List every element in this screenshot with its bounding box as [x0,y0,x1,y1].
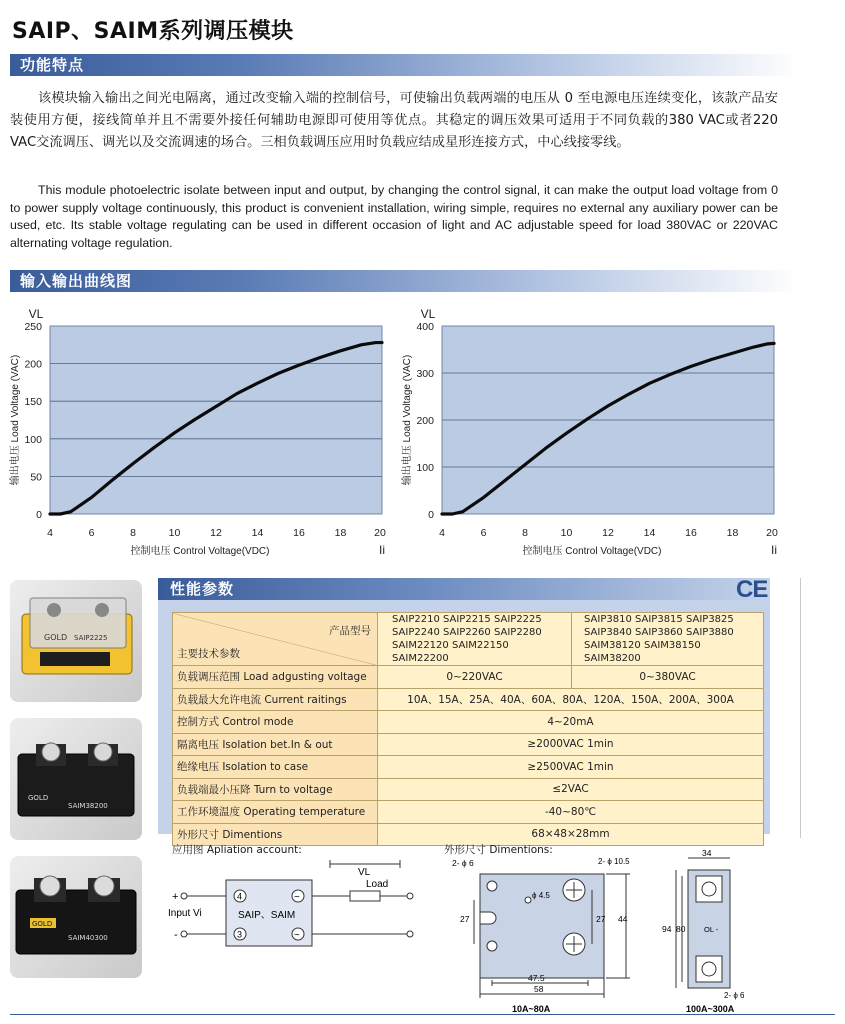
spec-label: 工作环境温度 Operating temperature [173,801,378,824]
spec-table [172,612,764,846]
x-tick-label: 12 [602,527,614,539]
x-tick-label: 12 [210,527,222,539]
dim-94: 94 [662,924,672,934]
x-tick-label: 4 [439,527,445,539]
dim-caption-1: 10A~80A [512,1004,551,1014]
y-tick-label: 0 [428,509,434,521]
x-tick-label: 8 [130,527,136,539]
y-tick-label: 50 [30,471,42,484]
dim-hole1: 2- ϕ 6 [452,858,474,868]
product-photo-3 [10,856,142,978]
y-tick-label: 100 [24,433,42,446]
spec-value: ≤2VAC [378,778,764,801]
spec-model-220-line2: SAIP2240 SAIP2260 SAIP2280 [392,627,542,638]
spec-label: 负载端最小压降 Turn to voltage [173,778,378,801]
x-tick-label: 4 [47,527,53,539]
dimensions-title: 外形尺寸 Dimentions: [444,844,553,856]
spec-model-220-line3: SAIM22120 SAIM22150 SAIM22200 [392,640,509,664]
spec-row-control-mode [173,711,764,734]
y-axis-top-label: VL [420,307,436,321]
dimension-svg [440,840,800,1020]
spec-model-380-line1: SAIP3810 SAIP3815 SAIP3825 [584,614,734,625]
dim-hole2: 2- ϕ 10.5 [598,857,630,866]
photo2-brand: GOLD [28,794,49,802]
spec-row-temperature [173,801,764,824]
vl-label: VL [358,867,371,878]
relay-image-1 [10,580,142,702]
x-tick-label: 16 [685,527,697,539]
y-tick-label: 300 [416,368,434,380]
spec-value-380: 0~380VAC [572,666,764,689]
footer-line [10,1014,835,1015]
x-tick-label: 14 [643,527,656,539]
divider [800,578,801,838]
spec-value: ≥2000VAC 1min [378,733,764,756]
module-label: SAIP、SAIM [238,910,296,921]
photo1-model: SAIP2225 [74,634,108,642]
y-axis-label: 输出电压 Load Voltage (VAC) [402,354,413,486]
spec-row-load-voltage [173,666,764,689]
dim-ol: OL - [704,925,719,934]
photo2-model: SAIM38200 [68,802,108,810]
x-tick-label: 6 [480,527,487,539]
y-tick-label: 400 [416,321,434,333]
y-axis-top-label: VL [28,307,44,321]
section-title-performance: 性能参数 [170,580,235,598]
x-tick-label: 6 [88,527,95,539]
dimension-drawings [440,840,800,1020]
spec-value: ≥2500VAC 1min [378,756,764,779]
pin-ac-1: ~ [294,892,300,903]
chart-220v-svg [0,298,400,560]
spec-value: 10A、15A、25A、40A、60A、80A、120A、150A、200A、300A [378,688,764,711]
input-label: Input Vi [168,908,202,919]
spec-label: 控制方式 Control mode [173,711,378,734]
section-title-features: 功能特点 [20,56,85,74]
spec-models-220 [378,613,572,666]
y-tick-label: 250 [24,321,42,333]
application-title: 应用图 Apliation account: [172,844,302,856]
input-minus: - [174,929,178,941]
features-text-cn: 该模块输入输出之间光电隔离，通过改变输入端的控制信号，可使输出负载两端的电压从 0 至电源电压连续变化，该款产品安装使用方便，接线简单并且不需要外接任何辅助电源即可使用等优点。其稳定的调压效果可适用于不同负载的380 VAC或者220 VAC交流调压、调光以及交流调速的场合。三相负载调压应用时负载应结成星形连接方式，中心线接零线。 [10,91,778,150]
x-tick-label: 16 [293,527,305,539]
spec-value: 4~20mA [378,711,764,734]
dim-34: 34 [702,848,712,858]
spec-value: 68×48×28mm [378,823,764,846]
dim-caption-2: 100A~300A [686,1004,735,1014]
spec-header-row [173,613,764,666]
x-axis-label: 控制电压 Control Voltage(VDC) [522,546,662,557]
application-diagram [160,840,440,960]
dim-27a: 27 [460,914,470,924]
section-title-curves: 输入输出曲线图 [20,272,133,290]
spec-model-380-line3: SAIM38120 SAIM38150 SAIM38200 [584,640,701,664]
section-bar-curves [10,270,800,292]
y-tick-label: 150 [24,396,42,409]
photo1-brand: GOLD [44,633,68,642]
dim-hole4: 2- ϕ 6 [724,991,745,1000]
y-tick-label: 200 [416,415,434,427]
spec-models-380 [572,613,764,666]
dim-58: 58 [534,984,544,994]
product-photo-1 [10,580,142,702]
spec-corner-bottom: 主要技术参数 [177,648,240,660]
features-text-en: This module photoelectric isolate between input and output, by changing the control signal, it can make the output load voltage from 0 to power supply voltage continuously, this product is convenient installation, wiring simple, requires no external any auxiliary power can be used, etc. Its stable voltage regulating can be used in different occasion of light and AC adjustable speed for load 380VAC or 220VAC alternating voltage regulation. [10,183,778,250]
spec-label: 负载调压范围 Load adgusting voltage [173,666,378,689]
dim-44: 44 [618,914,628,924]
dim-47-5: 47.5 [528,973,545,983]
x-tick-label: 18 [334,527,347,539]
y-axis-label: 输出电压 Load Voltage (VAC) [10,354,21,486]
x-tick-label: 14 [251,527,264,539]
spec-row-turn-voltage [173,778,764,801]
load-label: Load [366,879,389,890]
x-tick-label: 8 [522,527,528,539]
spec-row-isolation [173,733,764,756]
x-tick-label: 10 [560,527,573,539]
chart-380v-svg [392,298,792,560]
spec-label: 负载最大允许电流 Current raitings [173,688,378,711]
y-tick-label: 200 [24,358,42,371]
photo3-brand: GOLD [32,920,53,928]
pin-ac-2: ~ [294,930,300,941]
y-tick-label: 0 [36,509,42,521]
spec-label: 绝缘电压 Isolation to case [173,756,378,779]
pin-4: 4 [237,891,243,902]
product-photo-2 [10,718,142,840]
spec-row-current [173,688,764,711]
spec-value: -40~80℃ [378,801,764,824]
x-axis-end-label: Ii [379,543,385,557]
spec-row-case-isolation [173,756,764,779]
circuit-svg [160,840,440,960]
x-axis-end-label: Ii [771,543,777,557]
section-bar-performance [158,578,770,600]
chart-380v [392,298,792,560]
spec-model-380-line2: SAIP3840 SAIP3860 SAIP3880 [584,627,734,638]
x-tick-label: 18 [726,527,739,539]
input-plus: + [172,891,179,903]
spec-corner-cell [173,613,378,666]
spec-label: 外形尺寸 Dimentions [173,823,378,846]
y-tick-label: 100 [416,462,434,474]
relay-image-3 [10,856,142,978]
spec-value-220: 0~220VAC [378,666,572,689]
x-tick-label: 20 [766,527,778,539]
photo3-model: SAIM40300 [68,934,108,942]
spec-label: 隔离电压 Isolation bet.In & out [173,733,378,756]
pin-3: 3 [237,929,243,940]
page-title: SAIP、SAIM系列调压模块 [12,19,294,44]
x-axis-label: 控制电压 Control Voltage(VDC) [130,546,270,557]
performance-panel [158,578,770,841]
chart-220v [0,298,400,560]
spec-corner-top: 产品型号 [329,625,371,637]
spec-model-220-line1: SAIP2210 SAIP2215 SAIP2225 [392,614,542,625]
ce-mark: CE [736,576,768,603]
relay-image-2 [10,718,142,840]
x-tick-label: 10 [168,527,181,539]
dim-80: 80 [676,924,686,934]
dim-hole3: ϕ 4.5 [532,891,550,900]
x-tick-label: 20 [374,527,386,539]
section-bar-features [10,54,800,76]
dim-27b: 27 [596,914,606,924]
